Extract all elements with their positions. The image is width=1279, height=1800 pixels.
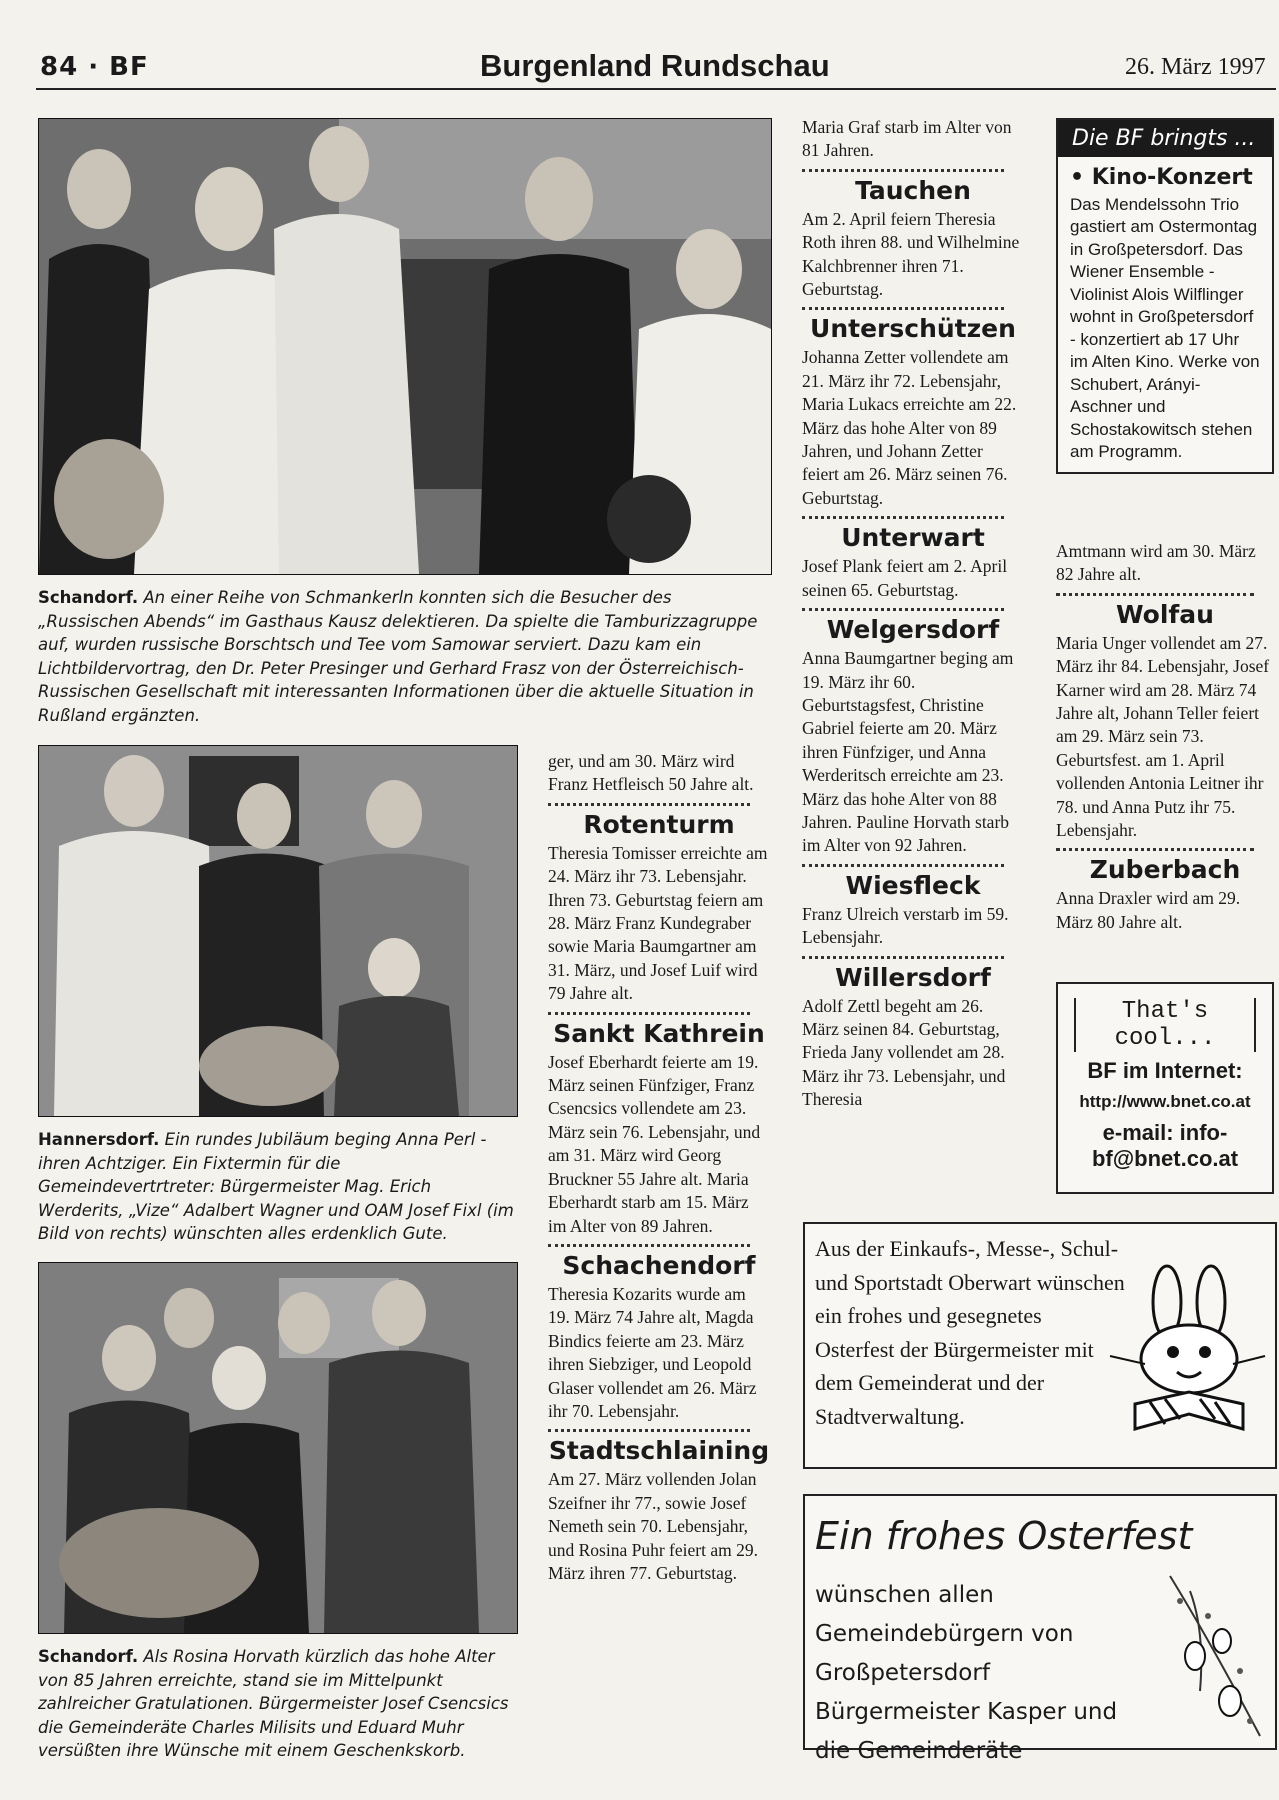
caption-bottom-place: Schandorf. (38, 1647, 139, 1666)
page-number-section: 84 · BF (40, 52, 149, 82)
caption-middle-place: Hannersdorf. (38, 1130, 160, 1149)
dotted-divider (802, 956, 1004, 959)
town-heading: Sankt Kathrein (553, 1018, 765, 1048)
cool-box-email-label: e-mail: info- (1102, 1120, 1228, 1145)
town-text: Franz Ulreich verstarb im 59. Lebensjahr. (802, 903, 1009, 948)
dotted-divider (548, 803, 750, 806)
bf-box-heading: Die BF bringts ... (1058, 120, 1272, 157)
dotted-divider (802, 608, 1004, 611)
town-text: Johanna Zetter vollendete am 21. März ihr 72. Lebensjahr, Maria Lukacs erreichte am 22. März das hohe Alter von 89 Jahren, und Johann Zetter feiert am 26. März seinen 76. Geburtstag. (802, 347, 1017, 508)
column-b-intro: Maria Graf starb im Alter von 81 Jahren. (802, 117, 1012, 161)
dotted-divider (802, 307, 1004, 310)
newspaper-title: Burgenland Rundschau (480, 48, 830, 83)
column-a-intro: ger, und am 30. März wird Franz Hetfleisch 50 Jahre alt. (548, 751, 754, 795)
dotted-divider (802, 516, 1004, 519)
caption-bottom (38, 1645, 516, 1763)
dotted-divider (1056, 848, 1254, 851)
dotted-divider (548, 1244, 750, 1247)
photo-hannersdorf-jubilee (38, 745, 518, 1117)
town-text: Adolf Zettl begeht am 26. März seinen 84. Geburtstag, Frieda Jany vollendet am 28. März ihr 73. Lebensjahr, und Theresia (802, 995, 1006, 1110)
caption-top-place: Schandorf. (38, 588, 139, 607)
ad-headline: Ein frohes Osterfest (815, 1514, 1193, 1558)
dotted-divider (548, 1429, 750, 1432)
town-heading: Unterschützen (810, 314, 1016, 344)
bf-box-item-title: • Kino-Konzert (1070, 165, 1253, 190)
ad-oberwart-text: Aus der Einkaufs-, Messe-, Schul- und Sportstadt Oberwart wünschen ein frohes und gesegnetes Osterfest der Bürgermeister mit dem Gemeinderat und der Stadtverwaltung. (815, 1236, 1125, 1429)
town-text: Am 27. März vollenden Jolan Szeifner ihr 77., sowie Josef Nemeth sein 70. Lebensjahr, und Rosina Puhr feiert am 29. März ihren 77. Geburtstag. (548, 1469, 758, 1583)
town-text: Josef Plank feiert am 2. April seinen 65. Geburtstag. (802, 556, 1008, 600)
town-text: Josef Eberhardt feierte am 19. März seinen Fünfziger, Franz Csencsics vollendete am 23. März sein 76. Lebensjahr, und am 31. März wird Georg Bruckner 55 Jahre alt. Maria Eberhardt starb am 15. März im Alter von 89 Jahren. (548, 1051, 761, 1236)
town-heading: Wiesfleck (845, 870, 981, 900)
town-heading: Welgersdorf (826, 615, 1000, 645)
dotted-divider (1056, 593, 1254, 596)
town-heading: Unterwart (841, 523, 985, 553)
town-text: Theresia Kozarits wurde am 19. März 74 Jahre alt, Magda Bindics feierte am 23. März ihren Siebziger, und Leopold Glaser vollendet am 26. März ihr 70. Lebensjahr. (548, 1283, 757, 1421)
header-rule (36, 88, 1276, 90)
caption-top-text: An einer Reihe von Schmankerln konnten sich die Besucher des „Russischen Abends“ im Gasthaus Kausz delektieren. Da spielte die Tamburizzagruppe auf, wurden russische Borschtsch und Tee vom Samowar serviert. Dazu kam ein Lichtbildervortrag, den Dr. Peter Presinger und Gerhard Frasz von der Österreichisch-Russischen Gesellschaft mit interessanten Informationen über die aktuelle Situation in Rußland ergänzten. (38, 588, 758, 725)
town-heading: Tauchen (855, 175, 971, 205)
easter-bunny-icon (1105, 1264, 1270, 1439)
column-c (1056, 540, 1274, 934)
town-text: Anna Baumgartner beging am 19. März ihr 60. Geburtstagsfest, Christine Gabriel feierte am 20. März ihren Fünfziger, und Anna Werderitsch erreichte am 23. März das hohe Alter von 88 Jahren. Pauline Horvath starb im Alter von 92 Jahren. (802, 648, 1014, 856)
town-heading: Stadtschlaining (548, 1436, 770, 1466)
ad-grosspetersdorf-easter (803, 1494, 1277, 1764)
town-heading: Willersdorf (835, 962, 991, 992)
cool-box-line1: BF im Internet: (1087, 1058, 1243, 1083)
bf-bringts-box (1056, 118, 1274, 474)
town-heading: Rotenturm (583, 809, 735, 839)
photo-schandorf-birthday (38, 1262, 518, 1634)
photo-russian-evening (38, 118, 772, 575)
cool-box-url[interactable]: http://www.bnet.co.at (1079, 1092, 1251, 1111)
dotted-divider (802, 169, 1004, 172)
caption-top (38, 586, 770, 727)
dotted-divider (802, 864, 1004, 867)
issue-date: 26. März 1997 (1125, 54, 1266, 80)
column-b (802, 116, 1024, 1112)
ad-text: wünschen allen Gemeindebürgern von Großpetersdorf Bürgermeister Kasper und die Gemeinderäte (815, 1582, 1118, 1764)
thats-cool-box (1056, 982, 1274, 1194)
town-text: Anna Draxler wird am 29. März 80 Jahre alt. (1056, 888, 1241, 932)
dotted-divider (548, 1012, 750, 1015)
town-text: Maria Unger vollendet am 27. März ihr 84. Lebensjahr, Josef Karner wird am 28. März 74 Jahre alt, Johann Teller feiert am 29. März sein 73. Geburtsfest. am 1. April vollenden Antonia Leitner ihr 78. und Anna Putz ihr 75. Lebensjahr. (1056, 632, 1270, 841)
town-heading: Zuberbach (1089, 855, 1241, 885)
town-heading: Schachendorf (562, 1250, 756, 1280)
easter-eggs-branch-icon (1150, 1571, 1270, 1741)
column-c-intro: Amtmann wird am 30. März 82 Jahre alt. (1056, 541, 1256, 585)
thats-cool-tag: That's cool... (1074, 998, 1256, 1052)
town-text: Am 2. April feiern Theresia Roth ihren 88. und Wilhelmine Kalchbrenner ihren 71. Geburtstag. (802, 208, 1020, 300)
caption-middle (38, 1128, 516, 1246)
column-a (548, 750, 770, 1585)
ad-oberwart-easter (803, 1222, 1277, 1469)
town-text: Theresia Tomisser erreichte am 24. März ihr 73. Lebensjahr. Ihren 73. Geburtstag feiern am 28. März Franz Kundegraber sowie Maria Baumgartner am 31. März, und Josef Luif wird 79 Jahre alt. (548, 842, 768, 1004)
caption-bottom-text: Als Rosina Horvath kürzlich das hohe Alter von 85 Jahren erreichte, stand sie im Mittelpunkt zahlreicher Gratulationen. Bürgermeister Josef Csencsics die Gemeinderäte Charles Milisits und Eduard Muhr versüßten ihre Wünsche mit einem Geschenkskorb. (38, 1647, 509, 1760)
caption-middle-text: Ein rundes Jubiläum beging Anna Perl - ihren Achtziger. Ein Fixtermin für die Gemeindevertrtreter: Bürgermeister Mag. Erich Werderits, „Vize“ Adalbert Wagner und OAM Josef Fixl (im Bild von rechts) wünschten alles erdenklich Gute. (38, 1130, 514, 1243)
bf-box-text: Das Mendelssohn Trio gastiert am Ostermontag in Großpetersdorf. Das Wiener Ensemble - Violinist Alois Wilflinger wohnt in Großpetersdorf - konzertiert ab 17 Uhr im Alten Kino. Werke von Schubert, Arányi-Aschner und Schostakowitsch stehen am Programm. (1070, 194, 1260, 461)
town-heading: Wolfau (1116, 599, 1214, 629)
cool-box-email[interactable]: bf@bnet.co.at (1091, 1146, 1239, 1171)
